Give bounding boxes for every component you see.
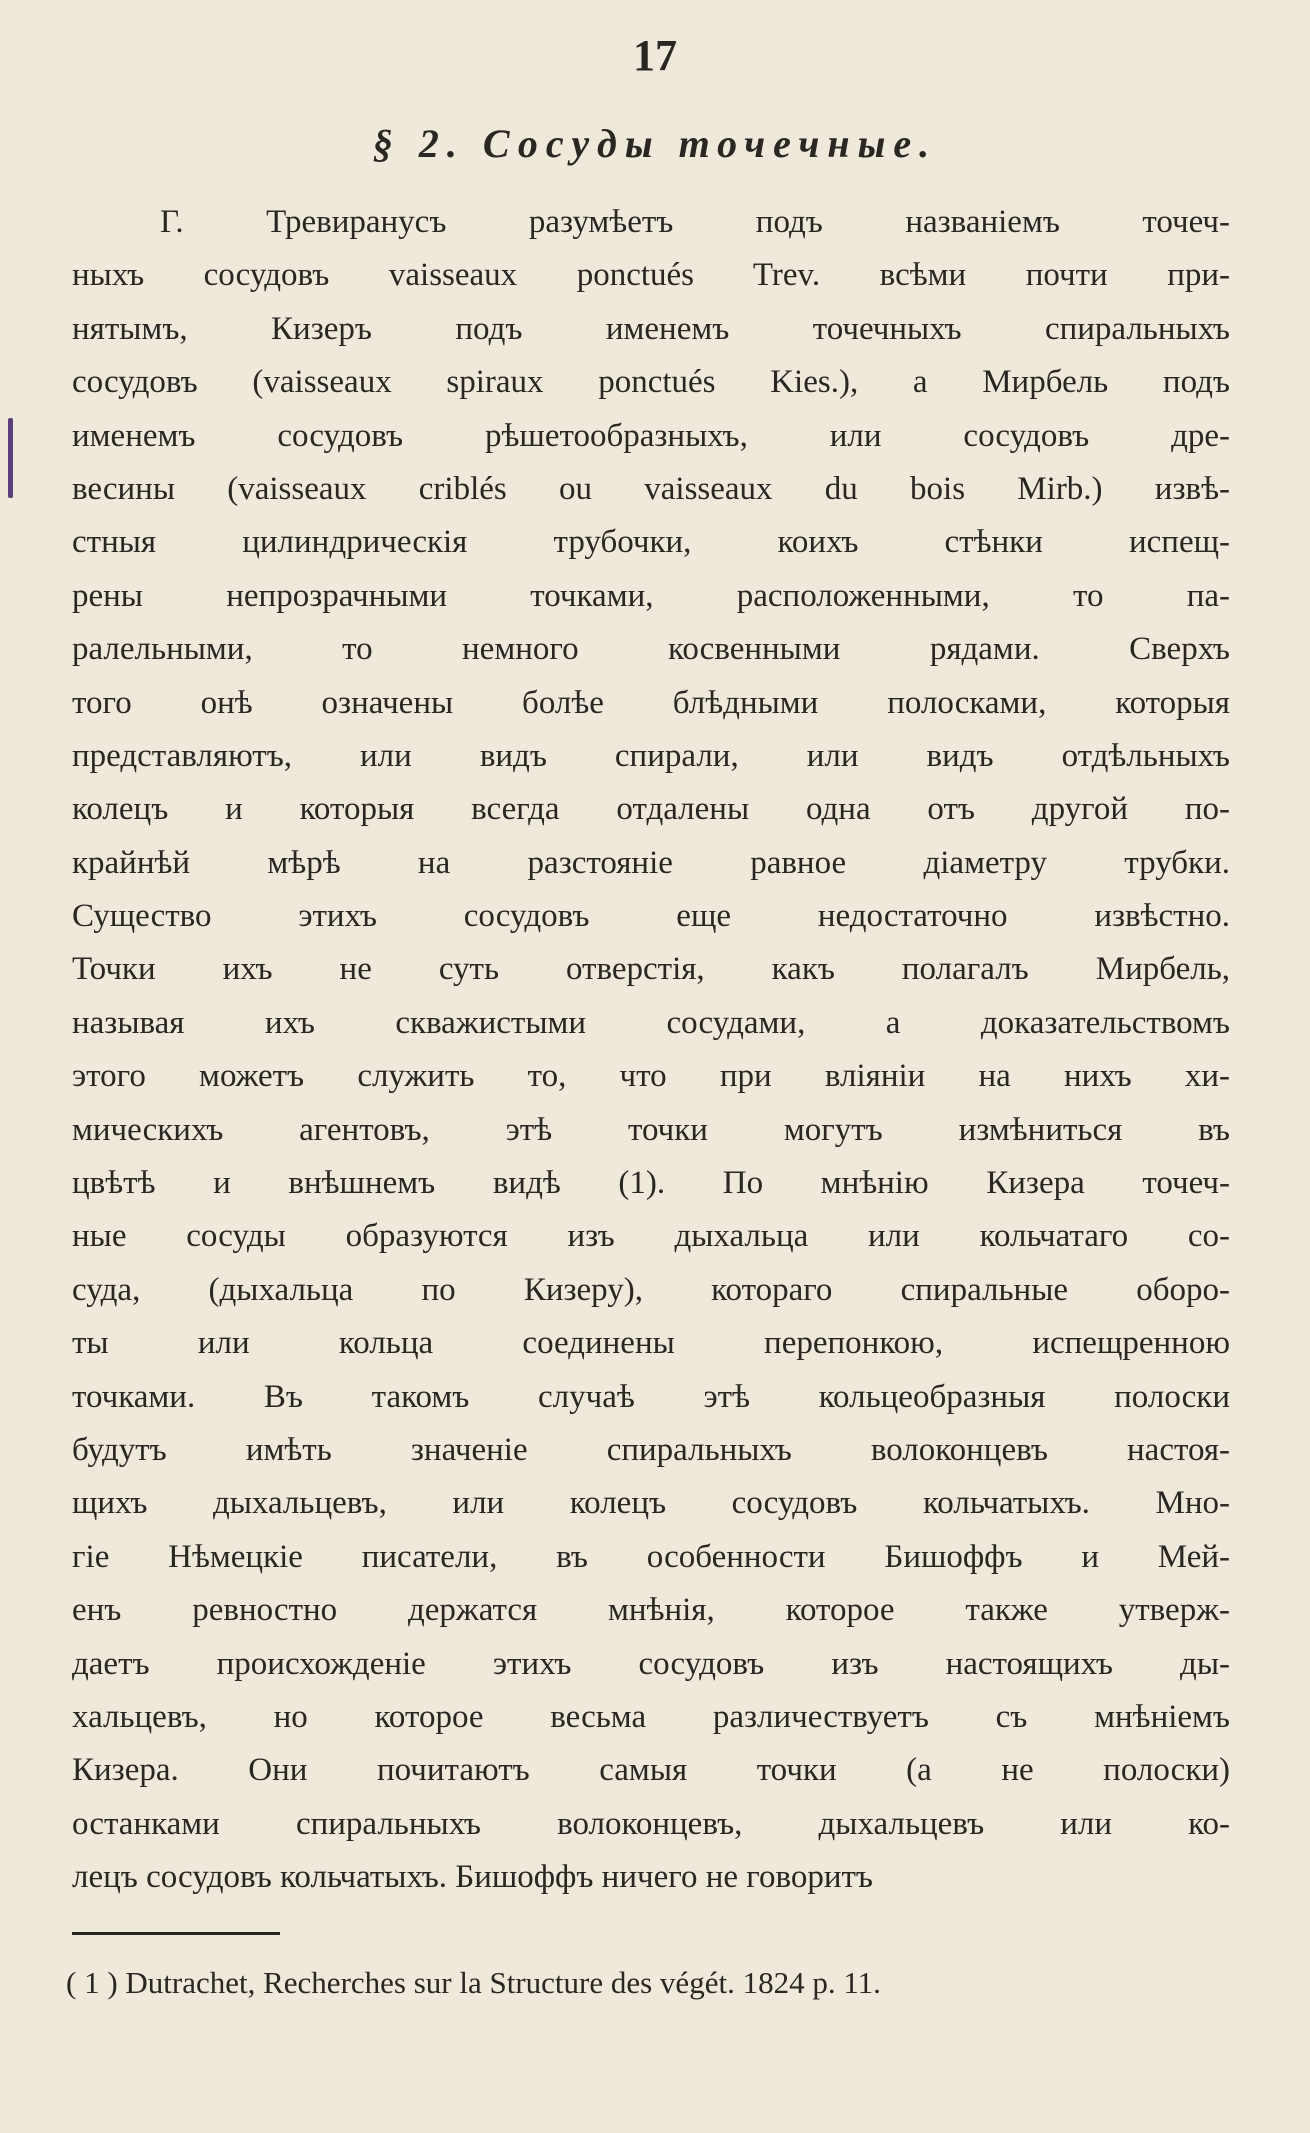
text-line: мическихъ агентовъ, этѣ точки могутъ измѣниться въ [72, 1111, 1230, 1148]
text-line: ные сосуды образуются изъ дыхальца или кольчатаго со- [72, 1218, 1230, 1255]
text-line: стныя цилиндрическія трубочки, коихъ стѣнки испещ- [72, 524, 1230, 561]
text-line: останками спиральныхъ волоконцевъ, дыхальцевъ или ко- [72, 1805, 1230, 1842]
text-line: колецъ и которыя всегда отдалены одна отъ другой по- [72, 791, 1230, 828]
text-line: енъ ревностно держатся мнѣнія, которое также утверж- [72, 1592, 1230, 1629]
text-line: ралельными, то немного косвенными рядами. Сверхъ [72, 631, 1230, 668]
text-line: рены непрозрачными точками, расположенными, то па- [72, 577, 1230, 614]
text-line: именемъ сосудовъ рѣшетообразныхъ, или сосудовъ дре- [72, 417, 1230, 454]
text-line: весины (vaisseaux criblés ou vaisseaux du bois Mirb.) извѣ- [72, 470, 1230, 507]
body-text [72, 196, 1230, 1905]
margin-pen-mark [8, 418, 13, 498]
text-line: сосудовъ (vaisseaux spiraux ponctués Kies.), а Мирбель подъ [72, 364, 1230, 401]
text-line: будутъ имѣть значеніе спиральныхъ волоконцевъ настоя- [72, 1431, 1230, 1468]
footnote-divider [72, 1932, 280, 1935]
text-line: представляютъ, или видъ спирали, или видъ отдѣльныхъ [72, 737, 1230, 774]
text-line: щихъ дыхальцевъ, или колецъ сосудовъ кольчатыхъ. Мно- [72, 1485, 1230, 1522]
text-line: точками. Въ такомъ случаѣ этѣ кольцеобразныя полоски [72, 1378, 1230, 1415]
text-line: нятымъ, Кизеръ подъ именемъ точечныхъ спиральныхъ [72, 310, 1230, 347]
text-line: того онѣ означены болѣе блѣдными полосками, которыя [72, 684, 1230, 721]
footnote: ( 1 ) Dutrachet, Recherches sur la Structure des végét. 1824 p. 11. [66, 1965, 881, 2000]
text-line: суда, (дыхальца по Кизеру), котораго спиральные оборо- [72, 1271, 1230, 1308]
text-line: лецъ сосудовъ кольчатыхъ. Бишоффъ ничего не говоритъ [72, 1859, 873, 1896]
text-line: гіе Нѣмецкіе писатели, въ особенности Бишоффъ и Мей- [72, 1538, 1230, 1575]
text-line: хальцевъ, но которое весьма различествуетъ съ мнѣніемъ [72, 1698, 1230, 1735]
text-line: Точки ихъ не суть отверстія, какъ полагалъ Мирбель, [72, 951, 1230, 988]
page-number: 17 [633, 31, 677, 80]
text-line: крайнѣй мѣрѣ на разстояніе равное діаметру трубки. [72, 844, 1230, 881]
text-line: Г. Тревиранусъ разумѣетъ подъ названіемъ точеч- [160, 204, 1230, 240]
text-line: Кизера. Они почитаютъ самыя точки (а не полоски) [72, 1752, 1230, 1789]
section-title: § 2. Сосуды точечные. [372, 121, 938, 166]
text-line: Существо этихъ сосудовъ еще недостаточно извѣстно. [72, 898, 1230, 935]
text-line: ныхъ сосудовъ vaisseaux ponctués Trev. всѣми почти при- [72, 257, 1230, 294]
text-line: этого можетъ служить то, что при вліяніи на нихъ хи- [72, 1058, 1230, 1095]
text-line: даетъ происхожденіе этихъ сосудовъ изъ настоящихъ ды- [72, 1645, 1230, 1682]
text-line: называя ихъ скважистыми сосудами, а доказательствомъ [72, 1004, 1230, 1041]
text-line: цвѣтѣ и внѣшнемъ видѣ (1). По мнѣнію Кизера точеч- [72, 1165, 1230, 1202]
text-line: ты или кольца соединены перепонкою, испещренною [72, 1325, 1230, 1362]
